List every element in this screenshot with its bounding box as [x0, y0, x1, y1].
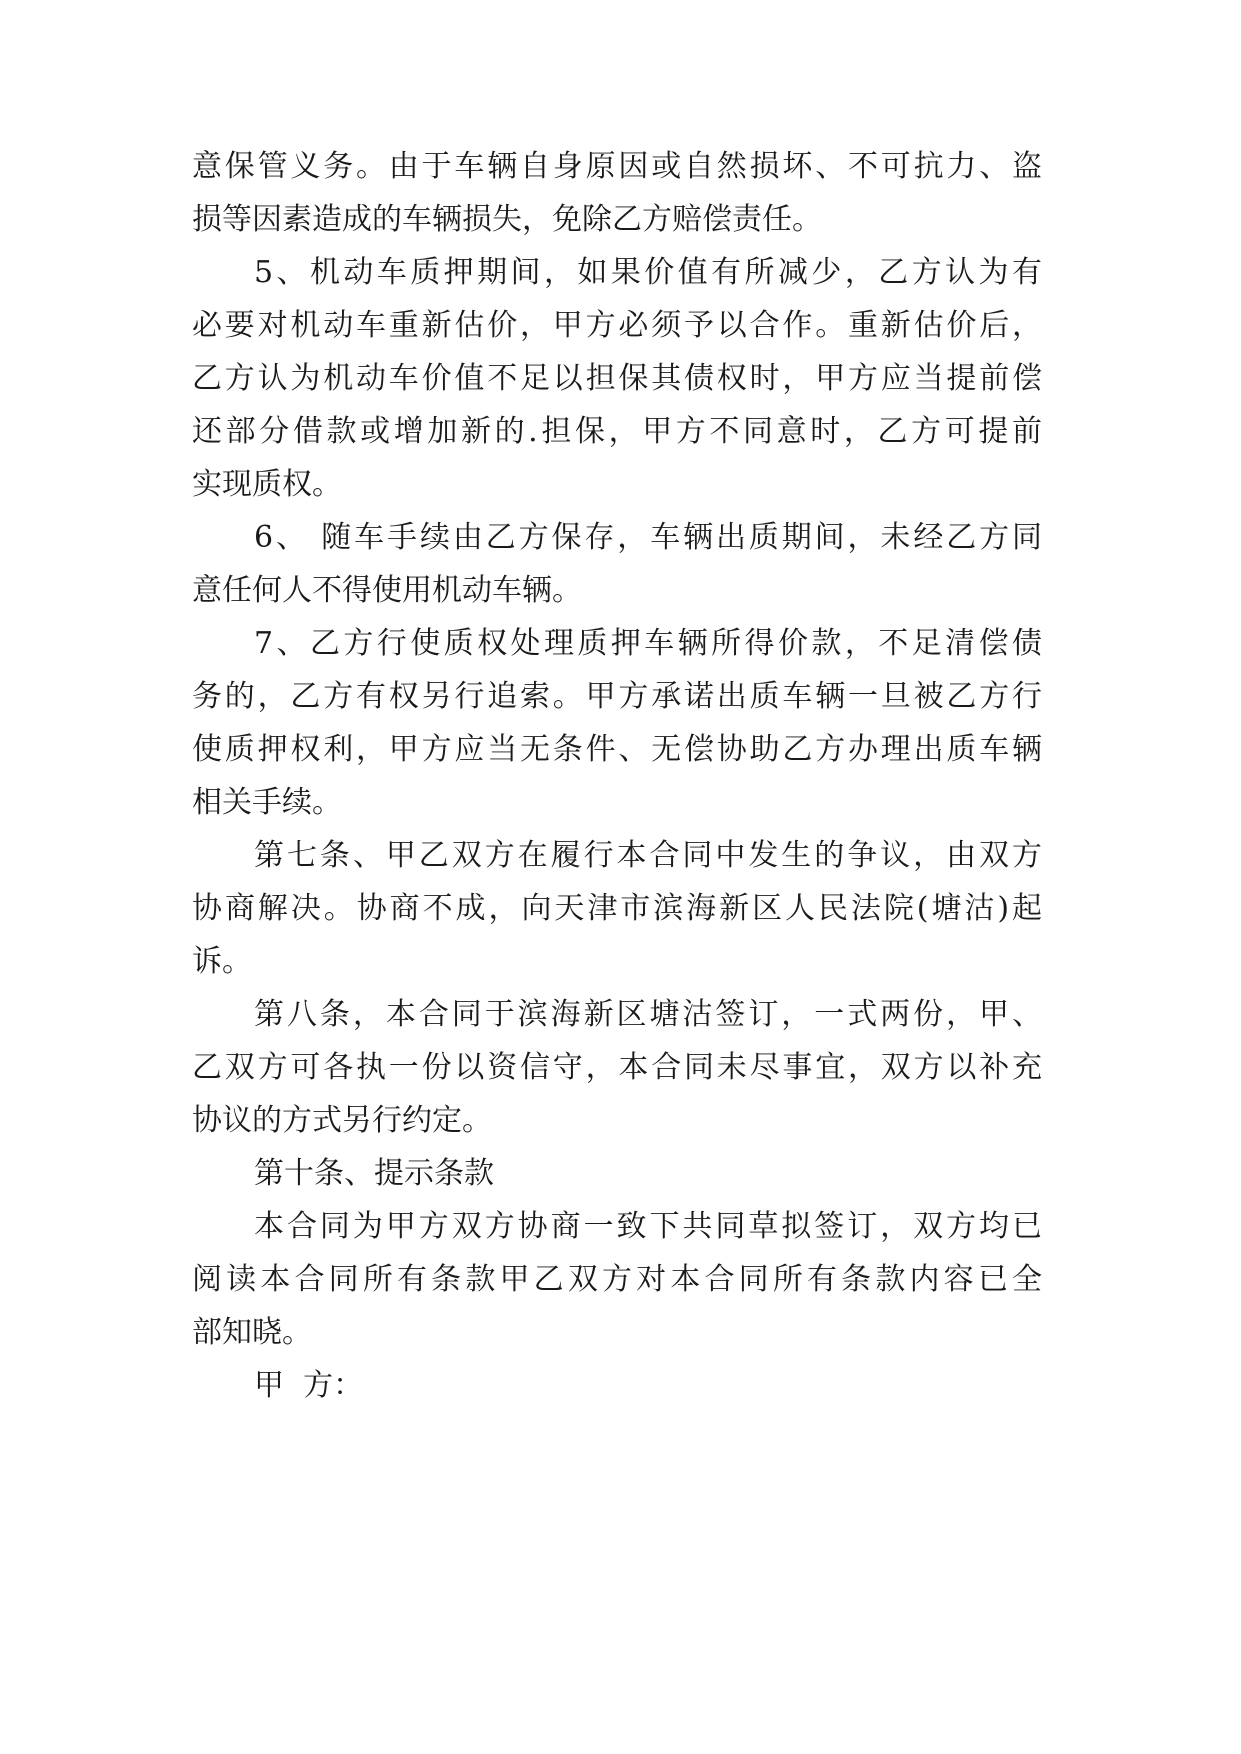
text-line: 意保管义务。由于车辆自身原因或自然损坏、不可抗力、盗	[192, 149, 1042, 184]
text-line: 损等因素造成的车辆损失，免除乙方赔偿责任。	[192, 202, 822, 237]
text-line: 务的，乙方有权另行追索。甲方承诺出质车辆一旦被乙方行	[192, 679, 1042, 714]
text-line: 本合同为甲方双方协商一致下共同草拟签订，双方均已	[254, 1209, 1042, 1244]
text-line: 阅读本合同所有条款甲乙双方对本合同所有条款内容已全	[192, 1262, 1042, 1297]
text-line: 使质押权利，甲方应当无条件、无偿协助乙方办理出质车辆	[192, 732, 1042, 767]
text-line: 第八条，本合同于滨海新区塘沽签订，一式两份，甲、	[254, 997, 1042, 1032]
text-line: 第十条、提示条款	[254, 1156, 494, 1191]
text-line: 实现质权。	[192, 467, 342, 502]
text-line: 意任何人不得使用机动车辆。	[192, 573, 582, 608]
text-line: 7、乙方行使质权处理质押车辆所得价款，不足清偿债	[254, 626, 1042, 661]
text-line: 部知晓。	[192, 1315, 312, 1350]
text-line: 乙双方可各执一份以资信守，本合同未尽事宜，双方以补充	[192, 1050, 1042, 1085]
text-line: 协商解决。协商不成，向天津市滨海新区人民法院(塘沽)起	[192, 891, 1042, 926]
text-line: 6、 随车手续由乙方保存，车辆出质期间，未经乙方同	[254, 520, 1042, 555]
text-line: 协议的方式另行约定。	[192, 1103, 492, 1138]
text-line: 诉。	[192, 944, 252, 979]
text-line: 相关手续。	[192, 785, 342, 820]
signature-label-party-a: 甲 方：	[254, 1368, 364, 1403]
text-line: 还部分借款或增加新的.担保，甲方不同意时，乙方可提前	[192, 414, 1042, 449]
text-line: 5、机动车质押期间，如果价值有所减少，乙方认为有	[254, 255, 1042, 290]
text-line: 必要对机动车重新估价，甲方必须予以合作。重新估价后，	[192, 308, 1042, 343]
text-line: 乙方认为机动车价值不足以担保其债权时，甲方应当提前偿	[192, 361, 1042, 396]
text-line: 第七条、甲乙双方在履行本合同中发生的争议，由双方	[254, 838, 1042, 873]
